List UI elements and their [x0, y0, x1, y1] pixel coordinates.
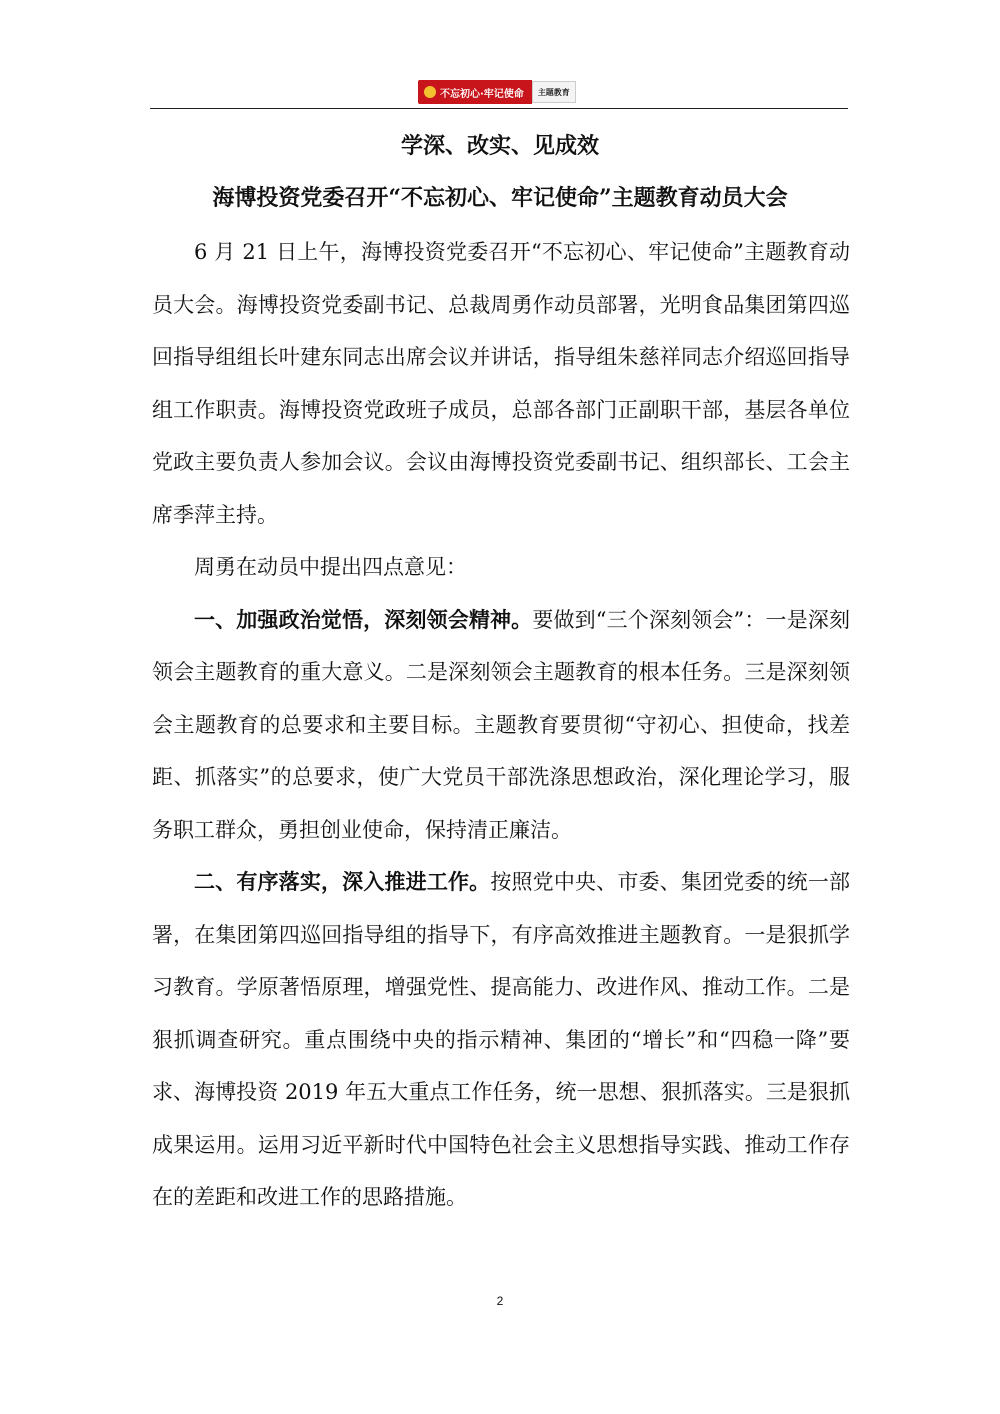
paragraph-point-one — [152, 594, 850, 857]
page-header — [150, 78, 848, 110]
article-body — [152, 226, 850, 1224]
logo-banner — [418, 80, 532, 104]
party-emblem-icon — [424, 86, 436, 98]
theme-education-logo — [418, 80, 576, 104]
point-one-body: 要做到“三个深刻领会”：一是深刻领会主题教育的重大意义。二是深刻领会主题教育的根本任务。三是深刻领会主题教育的总要求和主要目标。主题教育要贯彻“守初心、担使命，找差距、抓落实”的总要求，使广大党员干部洗涤思想政治，深化理论学习，服务职工群众，勇担创业使命，保持清正廉洁。 — [152, 607, 850, 842]
point-one-heading: 一、加强政治觉悟，深刻领会精神。 — [194, 606, 533, 632]
page-number: 2 — [496, 1294, 504, 1308]
point-two-body: 按照党中央、市委、集团党委的统一部署，在集团第四巡回指导组的指导下，有序高效推进主题教育。一是狠抓学习教育。学原著悟原理，增强党性、提高能力、改进作风、推动工作。二是狠抓调查研究。重点围绕中央的指示精神、集团的“增长”和“四稳一降”要求、海博投资 2019 年五大重点工作任务，统一思想、狠抓落实。三是狠抓成果运用。运用习近平新时代中国特色社会主义思想指导实践、推动工作存在的差距和改进工作的思路措施。 — [152, 870, 851, 1209]
logo-tag: 主题教育 — [532, 81, 576, 103]
paragraph-intro: 6 月 21 日上午，海博投资党委召开“不忘初心、牢记使命”主题教育动员大会。海博投资党委副书记、总裁周勇作动员部署，光明食品集团第四巡回指导组组长叶建东同志出席会议并讲话，指导组朱慈祥同志介绍巡回指导组工作职责。海博投资党政班子成员，总部各部门正副职干部，基层各单位党政主要负责人参加会议。会议由海博投资党委副书记、组织部长、工会主席季萍主持。 — [152, 240, 850, 527]
logo-text: 不忘初心·牢记使命 — [440, 88, 524, 100]
document-title: 学深、改实、见成效 — [400, 133, 599, 159]
document-subtitle: 海博投资党委召开“不忘初心、牢记使命”主题教育动员大会 — [212, 185, 788, 211]
header-divider — [150, 108, 848, 109]
point-two-heading: 二、有序落实，深入推进工作。 — [194, 869, 491, 894]
paragraph-point-two — [152, 856, 850, 1224]
paragraph-lead: 周勇在动员中提出四点意见： — [194, 555, 467, 579]
